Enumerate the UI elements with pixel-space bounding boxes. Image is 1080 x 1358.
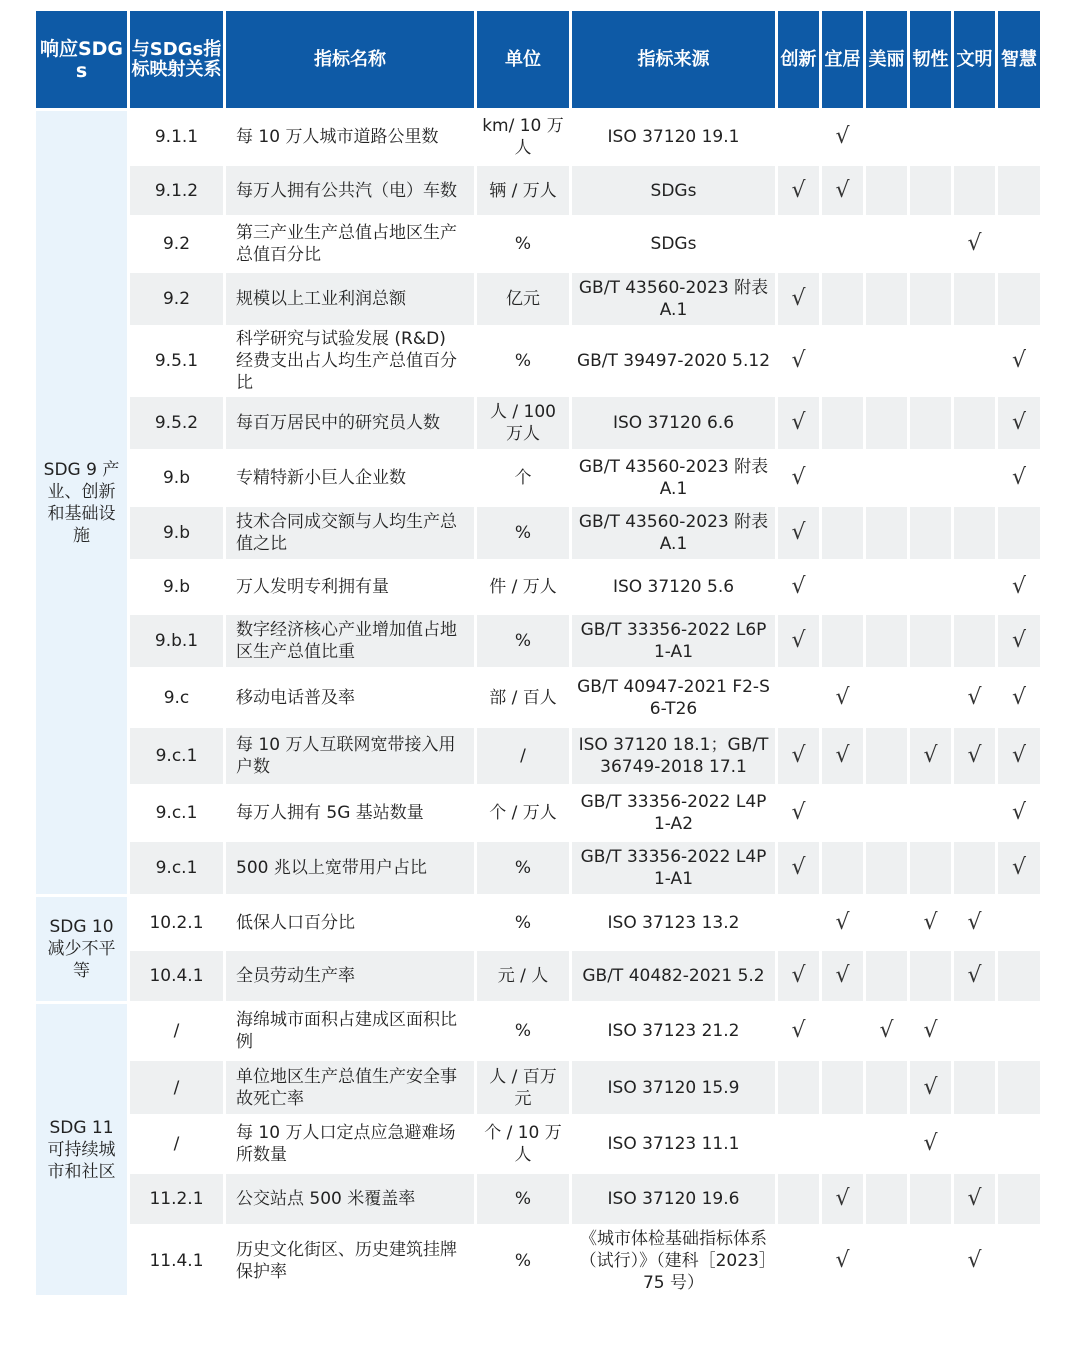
check-resilient [910, 273, 951, 325]
check-civilized [954, 328, 995, 394]
check-mark-icon: √ [778, 787, 819, 839]
mapping-code: 9.b.1 [130, 615, 223, 667]
check-mark-icon: √ [954, 728, 995, 784]
table-row [36, 1174, 1040, 1224]
table-row [36, 1061, 1040, 1114]
check-livable [822, 397, 863, 449]
table-row [36, 111, 1040, 163]
sdg-group-label: SDG 9 产业、创新和基础设施 [36, 111, 127, 894]
check-resilient [910, 111, 951, 163]
mapping-code: 11.4.1 [130, 1227, 223, 1295]
indicator-source: ISO 37123 13.2 [572, 897, 775, 948]
check-mark-icon: √ [998, 615, 1040, 667]
check-civilized [954, 452, 995, 504]
mapping-code: 9.c.1 [130, 787, 223, 839]
check-resilient [910, 951, 951, 1001]
check-mark-icon: √ [954, 1227, 995, 1295]
check-smart [998, 1117, 1040, 1171]
check-beautiful [866, 1227, 907, 1295]
indicator-source: GB/T 43560-2023 附表 A.1 [572, 273, 775, 325]
check-resilient [910, 328, 951, 394]
check-livable [822, 273, 863, 325]
indicator-source: SDGs [572, 166, 775, 215]
header-dim-innovation: 创新 [778, 11, 819, 108]
header-unit: 单位 [477, 11, 569, 108]
check-resilient [910, 562, 951, 612]
table-row [36, 452, 1040, 504]
indicator-unit: 亿元 [477, 273, 569, 325]
check-beautiful [866, 670, 907, 725]
indicator-unit: % [477, 328, 569, 394]
check-mark-icon: √ [778, 452, 819, 504]
header-dim-beautiful: 美丽 [866, 11, 907, 108]
mapping-code: 9.5.2 [130, 397, 223, 449]
indicator-unit: 部 / 百人 [477, 670, 569, 725]
indicator-name: 单位地区生产总值生产安全事故死亡率 [226, 1061, 474, 1114]
check-beautiful [866, 111, 907, 163]
check-beautiful [866, 166, 907, 215]
indicator-name: 万人发明专利拥有量 [226, 562, 474, 612]
mapping-code: 10.2.1 [130, 897, 223, 948]
check-mark-icon: √ [998, 728, 1040, 784]
check-beautiful [866, 1061, 907, 1114]
check-smart [998, 111, 1040, 163]
check-beautiful [866, 562, 907, 612]
check-beautiful [866, 1117, 907, 1171]
indicator-unit: % [477, 897, 569, 948]
check-smart [998, 1004, 1040, 1058]
mapping-code: 9.c [130, 670, 223, 725]
check-resilient [910, 1227, 951, 1295]
check-livable [822, 1004, 863, 1058]
table-row [36, 951, 1040, 1001]
check-innovation [778, 1117, 819, 1171]
indicator-source: ISO 37120 18.1；GB/T 36749-2018 17.1 [572, 728, 775, 784]
mapping-code: 11.2.1 [130, 1174, 223, 1224]
check-mark-icon: √ [910, 1061, 951, 1114]
indicator-unit: 个 / 10 万人 [477, 1117, 569, 1171]
indicator-unit: 件 / 万人 [477, 562, 569, 612]
check-civilized [954, 1061, 995, 1114]
check-mark-icon: √ [910, 897, 951, 948]
check-beautiful [866, 787, 907, 839]
check-innovation [778, 1174, 819, 1224]
check-mark-icon: √ [910, 1117, 951, 1171]
check-smart [998, 166, 1040, 215]
indicator-source: GB/T 33356-2022 L6P1-A1 [572, 615, 775, 667]
header-row [36, 11, 1040, 108]
indicator-source: ISO 37123 11.1 [572, 1117, 775, 1171]
indicator-name: 低保人口百分比 [226, 897, 474, 948]
check-smart [998, 507, 1040, 559]
check-resilient [910, 842, 951, 894]
indicator-source: ISO 37120 19.1 [572, 111, 775, 163]
check-beautiful [866, 397, 907, 449]
indicator-unit: % [477, 1174, 569, 1224]
check-livable [822, 452, 863, 504]
check-innovation [778, 1227, 819, 1295]
indicator-name: 科学研究与试验发展 (R&D) 经费支出占人均生产总值百分比 [226, 328, 474, 394]
check-mark-icon: √ [822, 166, 863, 215]
mapping-code: 9.c.1 [130, 728, 223, 784]
indicator-unit: 人 / 100 万人 [477, 397, 569, 449]
table-row [36, 787, 1040, 839]
check-mark-icon: √ [778, 166, 819, 215]
table-row [36, 507, 1040, 559]
indicator-name: 每万人拥有 5G 基站数量 [226, 787, 474, 839]
check-innovation [778, 670, 819, 725]
check-livable [822, 218, 863, 270]
mapping-code: / [130, 1061, 223, 1114]
check-beautiful [866, 328, 907, 394]
check-civilized [954, 842, 995, 894]
sdg-group-label: SDG 10 减少不平等 [36, 897, 127, 1001]
check-resilient [910, 507, 951, 559]
check-beautiful [866, 452, 907, 504]
check-mark-icon: √ [822, 897, 863, 948]
indicator-source: GB/T 33356-2022 L4P1-A1 [572, 842, 775, 894]
table-row [36, 615, 1040, 667]
check-innovation [778, 897, 819, 948]
table-row [36, 273, 1040, 325]
indicator-unit: % [477, 1227, 569, 1295]
indicator-unit: 人 / 百万元 [477, 1061, 569, 1114]
check-mark-icon: √ [998, 842, 1040, 894]
check-livable [822, 842, 863, 894]
check-mark-icon: √ [778, 397, 819, 449]
check-beautiful [866, 951, 907, 1001]
indicator-name: 技术合同成交额与人均生产总值之比 [226, 507, 474, 559]
table-row [36, 897, 1040, 948]
check-beautiful [866, 1174, 907, 1224]
indicator-name: 公交站点 500 米覆盖率 [226, 1174, 474, 1224]
check-mark-icon: √ [822, 670, 863, 725]
check-mark-icon: √ [778, 842, 819, 894]
check-mark-icon: √ [954, 951, 995, 1001]
check-livable [822, 787, 863, 839]
indicator-source: SDGs [572, 218, 775, 270]
check-livable [822, 507, 863, 559]
table-row [36, 397, 1040, 449]
indicator-name: 专精特新小巨人企业数 [226, 452, 474, 504]
indicator-source: ISO 37120 5.6 [572, 562, 775, 612]
indicator-source: GB/T 40947-2021 F2-S6-T26 [572, 670, 775, 725]
check-mark-icon: √ [954, 670, 995, 725]
table-row [36, 670, 1040, 725]
check-mark-icon: √ [778, 507, 819, 559]
table-row [36, 166, 1040, 215]
table-row [36, 1117, 1040, 1171]
table-row [36, 1004, 1040, 1058]
table-row [36, 1227, 1040, 1295]
indicator-unit: % [477, 842, 569, 894]
check-resilient [910, 670, 951, 725]
mapping-code: 9.1.2 [130, 166, 223, 215]
check-smart [998, 897, 1040, 948]
header-name: 指标名称 [226, 11, 474, 108]
indicator-name: 每 10 万人城市道路公里数 [226, 111, 474, 163]
indicator-name: 第三产业生产总值占地区生产总值百分比 [226, 218, 474, 270]
header-sdg: 响应SDGs [36, 11, 127, 108]
indicator-name: 500 兆以上宽带用户占比 [226, 842, 474, 894]
check-mark-icon: √ [998, 397, 1040, 449]
check-mark-icon: √ [822, 1174, 863, 1224]
indicator-name: 历史文化街区、历史建筑挂牌保护率 [226, 1227, 474, 1295]
check-resilient [910, 452, 951, 504]
check-beautiful [866, 842, 907, 894]
check-mark-icon: √ [778, 328, 819, 394]
check-civilized [954, 615, 995, 667]
header-dim-resilient: 韧性 [910, 11, 951, 108]
check-civilized [954, 166, 995, 215]
indicator-source: ISO 37123 21.2 [572, 1004, 775, 1058]
mapping-code: 10.4.1 [130, 951, 223, 1001]
check-livable [822, 615, 863, 667]
check-mark-icon: √ [910, 728, 951, 784]
check-mark-icon: √ [778, 562, 819, 612]
indicator-name: 数字经济核心产业增加值占地区生产总值比重 [226, 615, 474, 667]
check-mark-icon: √ [778, 951, 819, 1001]
check-mark-icon: √ [822, 728, 863, 784]
mapping-code: 9.b [130, 562, 223, 612]
check-beautiful [866, 273, 907, 325]
header-dim-livable: 宜居 [822, 11, 863, 108]
mapping-code: 9.2 [130, 273, 223, 325]
check-mark-icon: √ [998, 328, 1040, 394]
check-beautiful [866, 615, 907, 667]
mapping-code: / [130, 1117, 223, 1171]
check-mark-icon: √ [954, 897, 995, 948]
check-mark-icon: √ [954, 1174, 995, 1224]
check-civilized [954, 562, 995, 612]
header-dim-civilized: 文明 [954, 11, 995, 108]
indicator-unit: / [477, 728, 569, 784]
check-beautiful [866, 728, 907, 784]
indicator-name: 每 10 万人互联网宽带接入用户数 [226, 728, 474, 784]
indicator-source: GB/T 33356-2022 L4P1-A2 [572, 787, 775, 839]
check-mark-icon: √ [910, 1004, 951, 1058]
indicator-name: 每 10 万人口定点应急避难场所数量 [226, 1117, 474, 1171]
indicator-unit: % [477, 615, 569, 667]
indicator-source: ISO 37120 15.9 [572, 1061, 775, 1114]
check-resilient [910, 218, 951, 270]
table-row [36, 218, 1040, 270]
sdg-group-label: SDG 11 可持续城市和社区 [36, 1004, 127, 1295]
check-mark-icon: √ [954, 218, 995, 270]
check-livable [822, 562, 863, 612]
mapping-code: 9.b [130, 452, 223, 504]
check-livable [822, 1117, 863, 1171]
table-row [36, 842, 1040, 894]
indicator-source: GB/T 43560-2023 附表 A.1 [572, 507, 775, 559]
mapping-code: / [130, 1004, 223, 1058]
check-beautiful [866, 218, 907, 270]
indicator-name: 移动电话普及率 [226, 670, 474, 725]
indicator-name: 海绵城市面积占建成区面积比例 [226, 1004, 474, 1058]
mapping-code: 9.b [130, 507, 223, 559]
check-livable [822, 1061, 863, 1114]
check-beautiful [866, 897, 907, 948]
indicator-unit: % [477, 507, 569, 559]
check-mark-icon: √ [778, 273, 819, 325]
check-innovation [778, 111, 819, 163]
mapping-code: 9.5.1 [130, 328, 223, 394]
check-mark-icon: √ [998, 562, 1040, 612]
table-row [36, 562, 1040, 612]
indicator-unit: 个 / 万人 [477, 787, 569, 839]
check-mark-icon: √ [822, 111, 863, 163]
indicator-unit: 辆 / 万人 [477, 166, 569, 215]
check-resilient [910, 1174, 951, 1224]
check-smart [998, 218, 1040, 270]
check-mark-icon: √ [998, 670, 1040, 725]
check-civilized [954, 111, 995, 163]
check-mark-icon: √ [778, 1004, 819, 1058]
check-resilient [910, 397, 951, 449]
check-livable [822, 328, 863, 394]
check-civilized [954, 1117, 995, 1171]
check-smart [998, 273, 1040, 325]
check-mark-icon: √ [778, 615, 819, 667]
indicator-table [33, 8, 1043, 1298]
check-civilized [954, 507, 995, 559]
indicator-source: GB/T 39497-2020 5.12 [572, 328, 775, 394]
indicator-source: GB/T 43560-2023 附表 A.1 [572, 452, 775, 504]
check-smart [998, 1227, 1040, 1295]
indicator-source: ISO 37120 19.6 [572, 1174, 775, 1224]
indicator-source: GB/T 40482-2021 5.2 [572, 951, 775, 1001]
indicator-unit: km/ 10 万人 [477, 111, 569, 163]
mapping-code: 9.1.1 [130, 111, 223, 163]
check-mark-icon: √ [998, 787, 1040, 839]
check-resilient [910, 166, 951, 215]
table-row [36, 728, 1040, 784]
indicator-unit: % [477, 1004, 569, 1058]
check-smart [998, 951, 1040, 1001]
table-body [36, 111, 1040, 1295]
indicator-name: 规模以上工业利润总额 [226, 273, 474, 325]
check-civilized [954, 1004, 995, 1058]
check-mark-icon: √ [998, 452, 1040, 504]
check-innovation [778, 218, 819, 270]
indicator-name: 每百万居民中的研究员人数 [226, 397, 474, 449]
check-mark-icon: √ [778, 728, 819, 784]
check-beautiful [866, 507, 907, 559]
indicator-unit: % [477, 218, 569, 270]
check-mark-icon: √ [822, 1227, 863, 1295]
check-resilient [910, 615, 951, 667]
check-smart [998, 1061, 1040, 1114]
header-source: 指标来源 [572, 11, 775, 108]
indicator-name: 全员劳动生产率 [226, 951, 474, 1001]
indicator-name: 每万人拥有公共汽（电）车数 [226, 166, 474, 215]
mapping-code: 9.c.1 [130, 842, 223, 894]
indicator-unit: 个 [477, 452, 569, 504]
table-row [36, 328, 1040, 394]
check-civilized [954, 273, 995, 325]
header-mapping: 与SDGs指标映射关系 [130, 11, 223, 108]
check-smart [998, 1174, 1040, 1224]
check-civilized [954, 787, 995, 839]
check-mark-icon: √ [866, 1004, 907, 1058]
check-civilized [954, 397, 995, 449]
check-resilient [910, 787, 951, 839]
indicator-source: ISO 37120 6.6 [572, 397, 775, 449]
indicator-source: 《城市体检基础指标体系（试行）》（建科［2023］75 号） [572, 1227, 775, 1295]
header-dim-smart: 智慧 [998, 11, 1040, 108]
check-mark-icon: √ [822, 951, 863, 1001]
mapping-code: 9.2 [130, 218, 223, 270]
check-innovation [778, 1061, 819, 1114]
indicator-unit: 元 / 人 [477, 951, 569, 1001]
